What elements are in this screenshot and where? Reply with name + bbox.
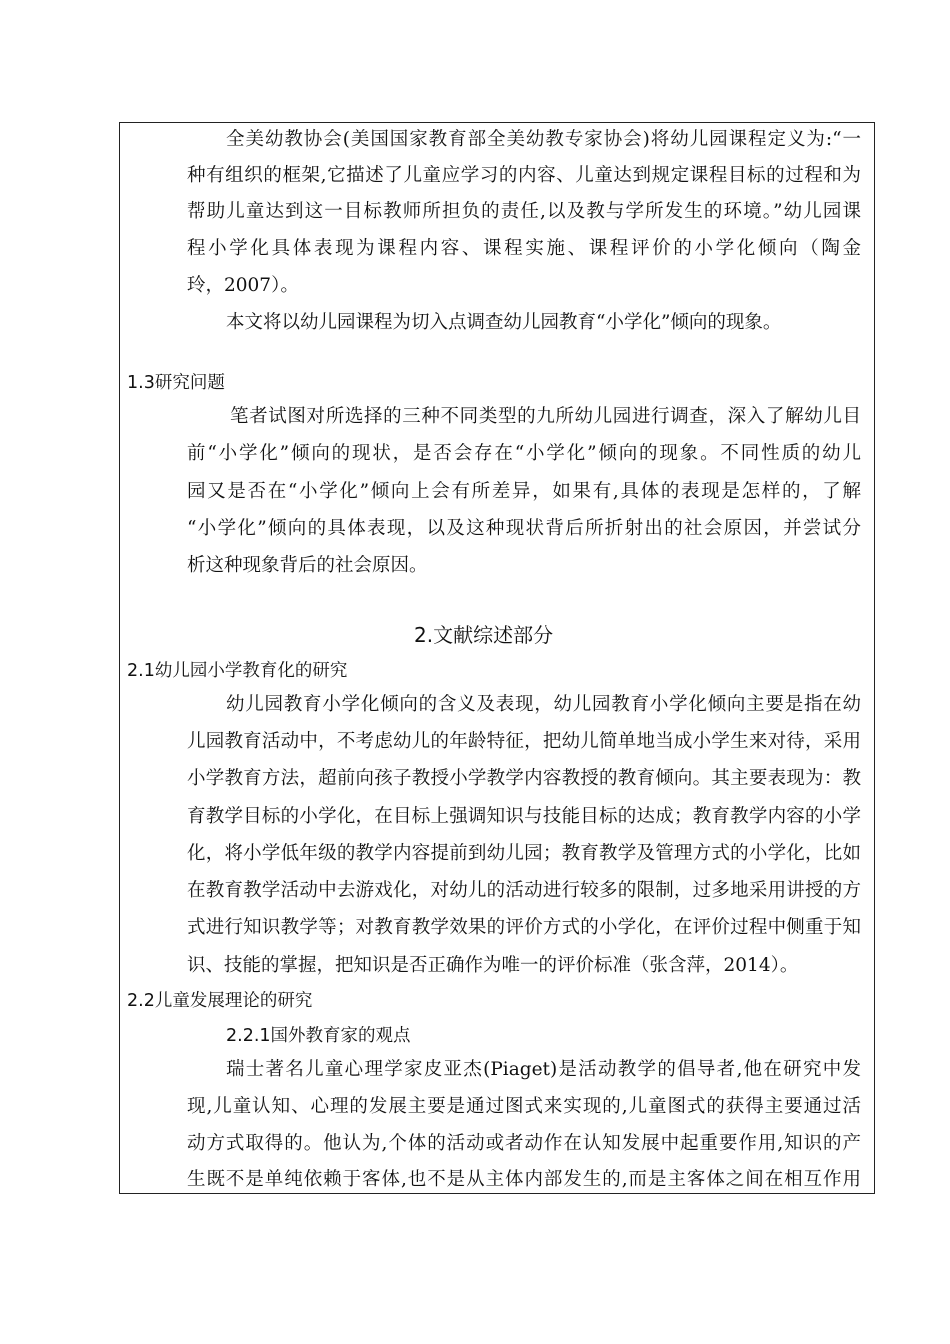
intro-line-3: 帮助儿童达到这一目标教师所担负的责任,以及教与学所发生的环境。”幼儿园课 [187,201,861,222]
intro-line-1: 全美幼教协会(美国国家教育部全美幼教专家协会)将幼儿园课程定义为:“一 [226,129,861,150]
section-2-2-heading: 2.2儿童发展理论的研究 [127,991,313,1011]
intro-line-5: 玲，2007）。 [187,275,299,296]
section-2-title: 2.文献综述部分 [414,623,554,647]
section-2-1-line-4: 育教学目标的小学化，在目标上强调知识与技能目标的达成；教育教学内容的小学 [187,806,861,827]
section-2-1-heading: 2.1幼儿园小学教育化的研究 [127,661,348,681]
section-2-2-1-subheading: 2.2.1国外教育家的观点 [226,1026,411,1046]
section-1-3-line-2: 前“小学化”倾向的现状，是否会存在“小学化”倾向的现象。不同性质的幼儿 [187,443,861,464]
section-2-1-line-1: 幼儿园教育小学化倾向的含义及表现，幼儿园教育小学化倾向主要是指在幼 [226,694,861,715]
section-2-2-line-3: 动方式取得的。他认为,个体的活动或者动作在认知发展中起重要作用,知识的产 [187,1133,861,1154]
section-2-1-line-5: 化，将小学低年级的教学内容提前到幼儿园；教育教学及管理方式的小学化，比如 [187,843,861,864]
section-1-3-line-5: 析这种现象背后的社会原因。 [187,555,428,576]
intro-line-6: 本文将以幼儿园课程为切入点调查幼儿园教育“小学化”倾向的现象。 [226,312,782,333]
section-2-1-line-3: 小学教育方法，超前向孩子教授小学教学内容教授的教育倾向。其主要表现为：教 [187,768,861,789]
section-2-1-line-6: 在教育教学活动中去游戏化，对幼儿的活动进行较多的限制，过多地采用讲授的方 [187,880,861,901]
section-2-2-line-2: 现,儿童认知、心理的发展主要是通过图式来实现的,儿童图式的获得主要通过活 [187,1096,861,1117]
section-2-2-line-4: 生既不是单纯依赖于客体,也不是从主体内部发生的,而是主客体之间在相互作用 [187,1169,861,1190]
section-2-1-line-2: 儿园教育活动中，不考虑幼儿的年龄特征，把幼儿简单地当成小学生来对待，采用 [187,731,861,752]
section-1-3-line-4: “小学化”倾向的具体表现，以及这种现状背后所折射出的社会原因，并尝试分 [187,518,861,539]
section-2-1-line-7: 式进行知识教学等；对教育教学效果的评价方式的小学化，在评价过程中侧重于知 [187,917,861,938]
section-1-3-heading: 1.3研究问题 [127,373,225,393]
section-1-3-line-3: 园又是否在“小学化”倾向上会有所差异，如果有,具体的表现是怎样的，了解 [187,481,861,502]
section-2-2-line-1: 瑞士著名儿童心理学家皮亚杰(Piaget)是活动教学的倡导者,他在研究中发 [226,1059,861,1080]
intro-line-2: 种有组织的框架,它描述了儿童应学习的内容、儿童达到规定课程目标的过程和为 [187,165,861,186]
section-2-1-line-8: 识、技能的掌握，把知识是否正确作为唯一的评价标准（张含萍，2014）。 [187,955,799,976]
intro-line-4: 程小学化具体表现为课程内容、课程实施、课程评价的小学化倾向（陶金 [187,238,861,259]
section-1-3-line-1: 笔者试图对所选择的三种不同类型的九所幼儿园进行调查，深入了解幼儿目 [230,406,861,427]
